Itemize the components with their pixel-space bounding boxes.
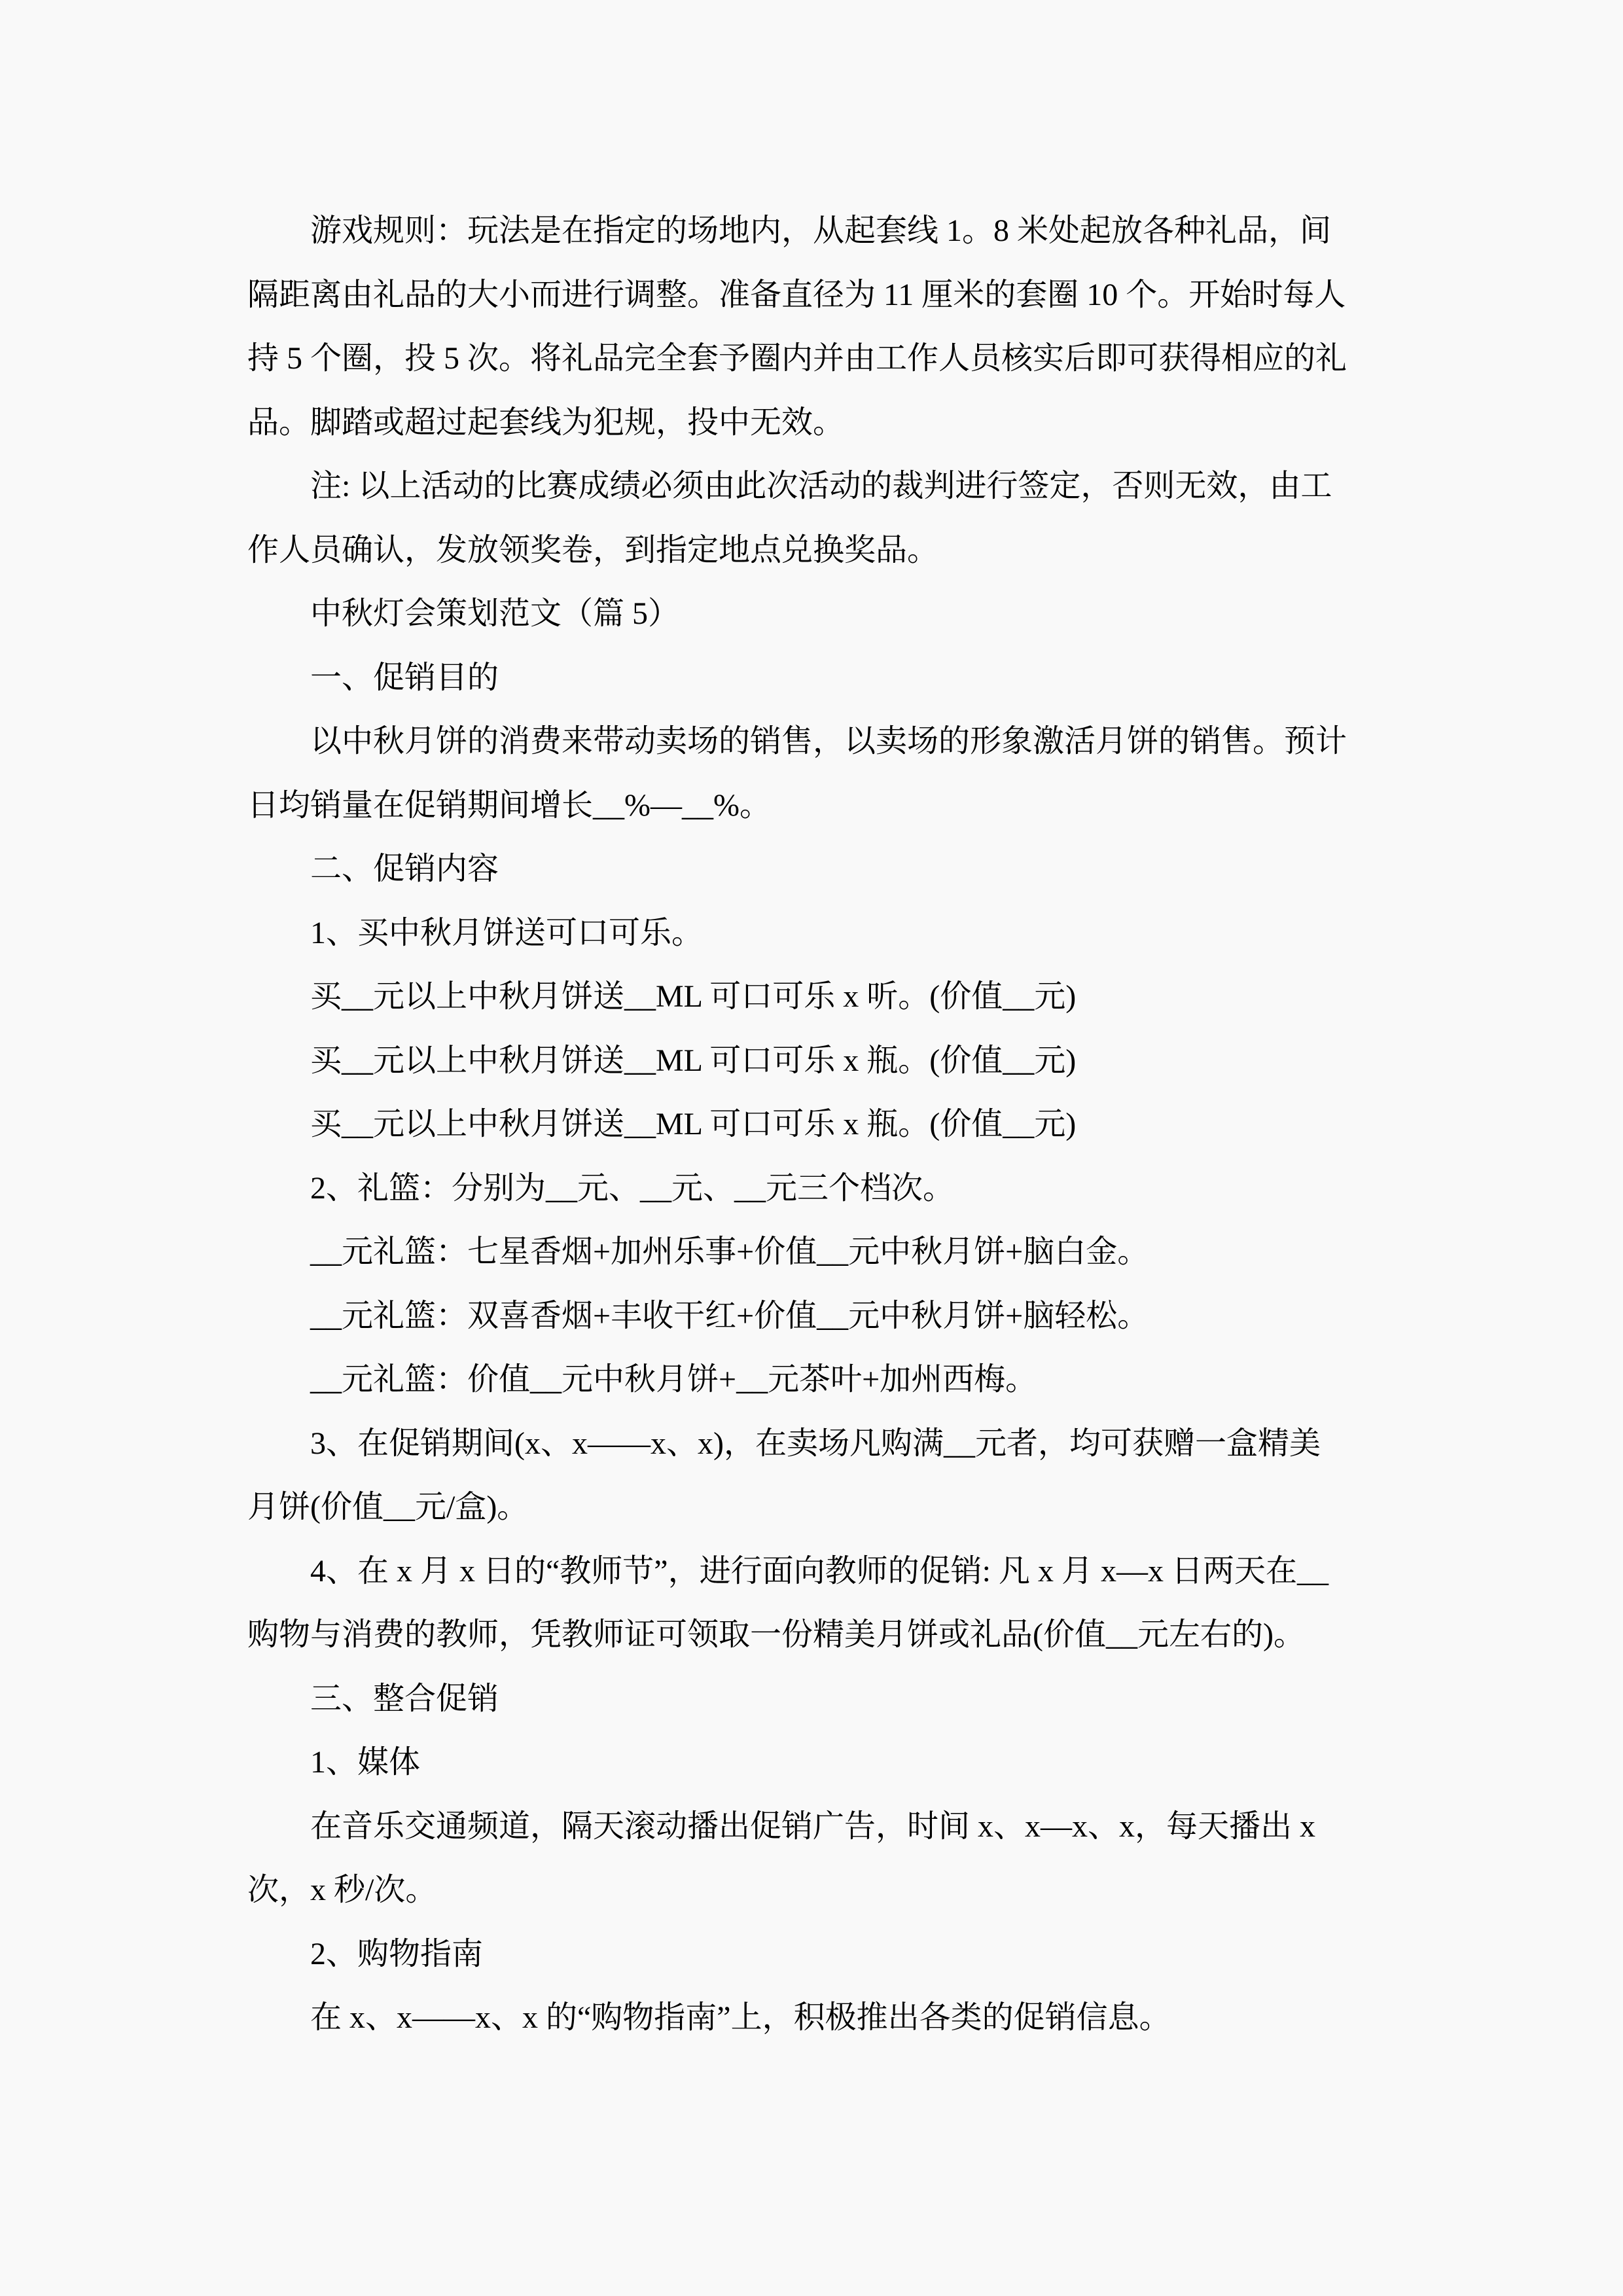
text-line: 隔距离由礼品的大小而进行调整。准备直径为 11 厘米的套圈 10 个。开始时每人	[247, 277, 1346, 312]
text-line: 2、购物指南	[310, 1936, 484, 1971]
text-line: __元礼篮：价值__元中秋月饼+__元茶叶+加州西梅。	[310, 1362, 1037, 1397]
text-line: __元礼篮：双喜香烟+丰收干红+价值__元中秋月饼+脑轻松。	[310, 1298, 1149, 1333]
document-body	[247, 199, 1386, 2050]
text-line: 以中秋月饼的消费来带动卖场的销售，以卖场的形象激活月饼的销售。预计	[310, 724, 1347, 759]
text-line: 买__元以上中秋月饼送__ML 可口可乐 x 瓶。(价值__元)	[310, 1107, 1077, 1141]
text-line: 一、促销目的	[310, 660, 499, 695]
text-line: 3、在促销期间(x、x——x、x)，在卖场凡购满__元者，均可获赠一盒精美	[310, 1426, 1321, 1461]
text-line: __元礼篮：七星香烟+加州乐事+价值__元中秋月饼+脑白金。	[310, 1234, 1149, 1269]
text-line: 买__元以上中秋月饼送__ML 可口可乐 x 瓶。(价值__元)	[310, 1043, 1077, 1078]
text-line: 月饼(价值__元/盒)。	[247, 1490, 529, 1524]
text-line: 在音乐交通频道，隔天滚动播出促销广告，时间 x、x—x、x，每天播出 x	[310, 1808, 1316, 1844]
text-line: 三、整合促销	[310, 1681, 499, 1716]
text-line: 4、在 x 月 x 日的“教师节”，进行面向教师的促销: 凡 x 月 x—x 日两天在__	[310, 1553, 1329, 1588]
text-line: 2、礼篮：分别为__元、__元、__元三个档次。	[310, 1170, 955, 1206]
text-line: 1、媒体	[310, 1745, 421, 1780]
text-line: 购物与消费的教师，凭教师证可领取一份精美月饼或礼品(价值__元左右的)。	[247, 1617, 1305, 1652]
text-line: 持 5 个圈，投 5 次。将礼品完全套予圈内并由工作人员核实后即可获得相应的礼	[247, 341, 1347, 376]
text-line: 品。脚踏或超过起套线为犯规，投中无效。	[247, 404, 845, 440]
text-line: 日均销量在促销期间增长__%—__%。	[247, 787, 771, 823]
text-line: 1、买中秋月饼送可口可乐。	[310, 915, 704, 950]
text-line: 在 x、x——x、x 的“购物指南”上，积极推出各类的促销信息。	[310, 2000, 1171, 2035]
text-line: 作人员确认，发放领奖卷，到指定地点兑换奖品。	[247, 532, 939, 567]
text-line: 次，x 秒/次。	[247, 1873, 437, 1907]
text-line: 二、促销内容	[310, 852, 499, 886]
text-line: 中秋灯会策划范文（篇 5）	[310, 596, 680, 631]
text-line: 注: 以上活动的比赛成绩必须由此次活动的裁判进行签定，否则无效，由工	[310, 469, 1332, 503]
text-line: 游戏规则：玩法是在指定的场地内，从起套线 1。8 米处起放各种礼品，间	[310, 213, 1332, 248]
text-line: 买__元以上中秋月饼送__ML 可口可乐 x 听。(价值__元)	[310, 979, 1077, 1014]
